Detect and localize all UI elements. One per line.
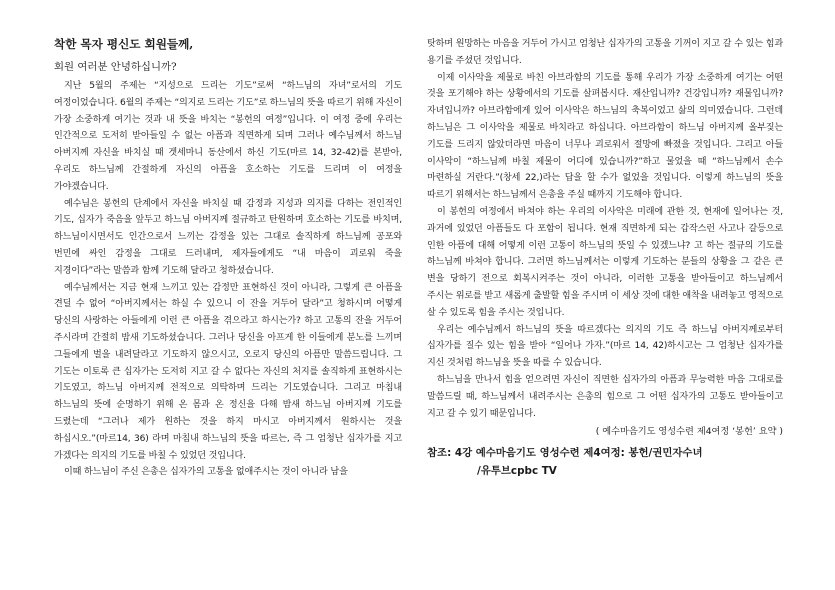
paragraph: 이때 하느님이 주신 은총은 십자가의 고통을 없애주시는 것이 아니라 남을 [64,467,348,478]
salutation: 회원 여러분 안녕하십니까? [54,61,177,73]
right-column [427,36,783,480]
left-body [54,78,402,481]
youtube-source: /유투브cpbc TV [477,465,557,478]
paragraph: 이제 이사악을 제물로 바친 아브라함의 기도를 통해 우리가 가장 소중하게 여기는 어떤 것을 포기해야 하는 상황에서의 기도를 살펴봅시다. 재산입니까? 건강입니까? 재물입니까? 자녀입니까? 아브라함에게 있어 이사악은 하느님의 축복이었고 삶의 의미였습니다. 그런데 하느님은 그 이사악을 제물로 바치라고 하십니다. 아브라함이 하느님 아버지께 올부짖는 기도를 드리지 않았더라면 마음이 너무나 괴로워서 절망에 빠졌을 것입니다. 그리고 아들 이사악이 “하느님께 바칠 제물이 어디에 있습니까?”하고 물었을 때 “하느님께서 손수 마련하실 거란다.”(창세 22,)라는 답을 할 수가 없었을 것입니다. 이렇게 하느님의 뜻을 따르기 위해서는 하느님께서 은총을 주실 때까지 기도해야 합니다. [427,72,783,201]
paragraph: 우리는 예수님께서 하느님의 뜻을 따르겠다는 의지의 기도 즉 하느님 아버지께로부터 십자가를 질수 있는 힘을 받아 “일어나 가자.”(마르 14, 42)하시고는 그 엄청난 십자가를 지신 것처럼 하느님을 뜻을 따를 수 있습니다. [427,324,783,369]
right-body [427,36,783,422]
paragraph: 지난 5월의 주제는 “지성으로 드리는 기도”로써 “하느님의 자녀”로서의 기도 여정이었습니다. 6월의 주제는 “의지로 드리는 기도”로 하느님의 뜻을 따르기 위해 자신이 가장 소중하게 여기는 것과 내 뜻을 바치는 “봉헌의 여정”입니다. 이 여정 중에 우리는 인간적으로 도저히 받아들일 수 없는 아픔과 직면하게 되며 그러나 예수님께서 하느님 아버지께 자신을 바치실 때 겟세마니 동산에서 하신 기도(마르 14, 32-42)를 본받아, 우리도 하느님께 간절하게 자신의 아픔을 호소하는 기도를 드리며 이 여정을 가야겠습니다. [54,81,402,192]
paragraph: 이 봉헌의 여정에서 바쳐야 하는 우리의 이사악은 미래에 관한 것, 현재에 일어나는 것, 과거에 있었던 아픔들도 다 포함이 됩니다. 현재 직면하게 되는 갑작스런 사고나 갈등으로 인한 아픔에 대해 어떻게 이런 고통이 하느님의 뜻일 수 있겠느냐? 고 하는 절규의 기도를 하느님께 바쳐야 합니다. 그러면 하느님께서는 이렇게 기도하는 분들의 상황을 그 같은 큰 변을 당하기 전으로 회복시켜주는 것이 아니라, 이러한 고통을 받아들이고 하느님께서 주시는 위로를 받고 새롭게 출발할 힘을 주시며 이 세상 것에 대한 애착을 내려놓고 영적으로 살 수 있도록 힘을 주시는 것입니다. [427,206,783,318]
paragraph: 예수님은 봉헌의 단계에서 자신을 바치실 때 감정과 지성과 의지를 다하는 전인적인 기도, 십자가 죽음을 앞두고 하느님 아버지께 절규하고 탄원하며 호소하는 기도를 바치며, 하느님이시면서도 인간으로서 느끼는 감정을 있는 그대로 솔직하게 하느님께 공포와 번민에 싸인 감정을 그대로 드러내며, 제자들에게도 “내 마음이 괴로워 죽을 지경이다”라는 말씀과 함께 기도해 달라고 청하셨습니다. [54,198,402,276]
paragraph: 예수님께서는 지금 현재 느끼고 있는 감정만 표현하신 것이 아니라, 그렇게 큰 아픔을 견딜 수 없어 “아버지께서는 하실 수 있으니 이 잔을 거두어 달라”고 청하시며 어떻게 당신의 사랑하는 아들에게 이런 큰 아픔을 겪으라고 하시는가? 하고 고통의 잔을 거두어 주시라며 간절히 밤새 기도하셨습니다. 그러나 당신을 아프게 한 이들에게 분노를 느끼며 그들에게 벌을 내려달라고 기도하지 않으시고, 오로지 당신의 아픔만 말씀드립니다. 그 기도는 이토록 큰 십자가는 도저히 지고 갈 수 없다는 자신의 처지를 솔직하게 표현하시는 기도였고, 하느님 아버지께 전적으로 의탁하며 드리는 기도였습니다. 그리고 마침내 하느님의 뜻에 순명하기 위해 온 몸과 온 정신을 다해 밤새 하느님 아버지께 기도를 드렸는데 “그러나 제가 원하는 것을 하지 마시고 아버지께서 원하시는 것을 하십시오.”(마르14, 36) 라며 마침내 하느님의 뜻을 따르는, 즉 그 엄청난 십자가를 지고 가겠다는 의지의 기도를 바칠 수 있었던 것입니다. [54,282,402,461]
left-column [54,36,402,481]
paragraph: 탓하며 원망하는 마음을 거두어 가시고 엄청난 십자가의 고통을 기꺼이 지고 갈 수 있는 힘과 용기를 주셨던 것입니다. [427,39,783,66]
source-note: ( 예수마음기도 영성수련 제4여정 ‘봉헌’ 요약 ) [595,426,783,438]
reference-note: 참조: 4강 예수마음기도 영성수련 제4여정: 봉헌/권민자수녀 [427,447,703,460]
paragraph: 하느님을 만나서 힘을 얻으려면 자신이 직면한 십자가의 아픔과 무능력한 마음 그대로를 말씀드릴 때, 하느님께서 내려주시는 은총의 힘으로 그 어떤 십자가의 고통도 받아들이고 지고 갈 수 있기 때문입니다. [427,374,783,419]
greeting-heading: 착한 목자 평신도 회원들께, [54,37,194,51]
